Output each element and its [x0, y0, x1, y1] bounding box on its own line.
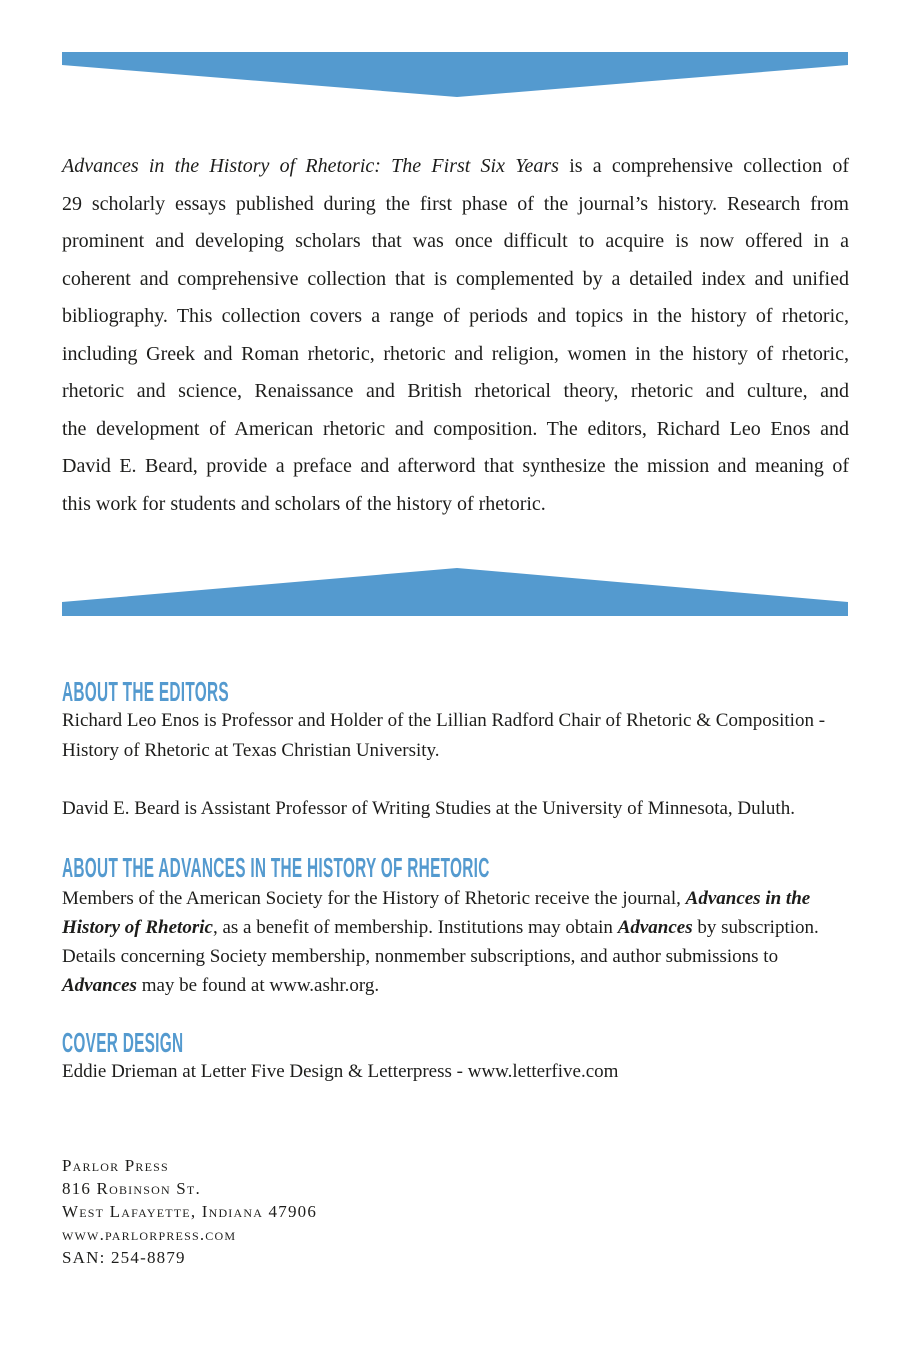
journal-title-italic: Advances — [617, 917, 693, 938]
blurb-line: David E. Beard, provide a preface and afterword that synthesize the mission and meaning of — [62, 455, 849, 477]
section-heading-about-editors: ABOUT THE EDITORS — [62, 676, 229, 707]
publisher-block — [62, 1154, 849, 1269]
divider-ribbon-chevron-up — [62, 568, 848, 616]
blurb-line: prominent and developing scholars that was once difficult to acquire is now offered in a — [62, 230, 849, 252]
advances-text: by subscription. — [692, 917, 819, 938]
advances-description — [62, 884, 849, 1000]
editors-bio-enos — [62, 706, 849, 766]
section-heading-cover-design: COVER DESIGN — [62, 1027, 184, 1058]
blurb-line: coherent and comprehensive collection that is complemented by a detailed index and unified — [62, 267, 849, 290]
publisher-name: Parlor Press — [62, 1156, 169, 1175]
book-title-italic: Advances in the History of Rhetoric: The First Six Years — [62, 155, 559, 177]
top-ribbon-chevron-down — [62, 52, 848, 97]
publisher-san: SAN: 254-8879 — [62, 1248, 186, 1267]
credit-line: Eddie Drieman at Letter Five Design & Letterpress - www.letterfive.com — [62, 1061, 619, 1082]
section-heading-about-advances: ABOUT THE ADVANCES IN THE HISTORY OF RHETORIC — [62, 852, 490, 883]
editors-bio-beard — [62, 794, 849, 824]
advances-line — [62, 884, 849, 913]
advances-text: , as a benefit of membership. Institutions may obtain — [212, 917, 618, 938]
advances-line — [62, 942, 849, 971]
advances-text: may be found at www.ashr.org. — [136, 975, 380, 996]
advances-text: Members of the American Society for the History of Rhetoric receive the journal, — [62, 888, 686, 909]
journal-title-italic: Advances — [62, 975, 137, 996]
advances-line — [62, 913, 849, 942]
publisher-street: 816 Robinson St. — [62, 1179, 201, 1198]
book-blurb — [62, 148, 849, 523]
blurb-text: is a comprehensive collection of — [558, 155, 849, 177]
blurb-line: the development of American rhetoric and composition. The editors, Richard Leo Enos and — [62, 417, 849, 440]
blurb-line: including Greek and Roman rhetoric, rhetoric and religion, women in the history of rhetoric, — [62, 342, 849, 365]
journal-title-italic: History of Rhetoric — [62, 917, 213, 938]
publisher-city: West Lafayette, Indiana 47906 — [62, 1202, 318, 1221]
blurb-line: 29 scholarly essays published during the first phase of the journal’s history. Research from — [62, 192, 849, 215]
blurb-line — [62, 148, 849, 186]
advances-line — [62, 971, 849, 1000]
blurb-line: this work for students and scholars of the history of rhetoric. — [62, 492, 546, 515]
bio-line: History of Rhetoric at Texas Christian University. — [62, 740, 440, 761]
journal-title-italic: Advances in the — [685, 888, 811, 909]
bio-line: Richard Leo Enos is Professor and Holder of the Lillian Radford Chair of Rhetoric & Composition - — [62, 710, 826, 731]
cover-design-credit — [62, 1057, 849, 1087]
publisher-website: www.parlorpress.com — [62, 1225, 237, 1244]
bio-line: David E. Beard is Assistant Professor of Writing Studies at the University of Minnesota, Duluth. — [62, 798, 795, 819]
blurb-line: rhetoric and science, Renaissance and British rhetorical theory, rhetoric and culture, and — [62, 380, 849, 402]
blurb-line: bibliography. This collection covers a range of periods and topics in the history of rhetoric, — [62, 305, 849, 327]
advances-text: Details concerning Society membership, nonmember subscriptions, and author submissions to — [62, 946, 779, 967]
